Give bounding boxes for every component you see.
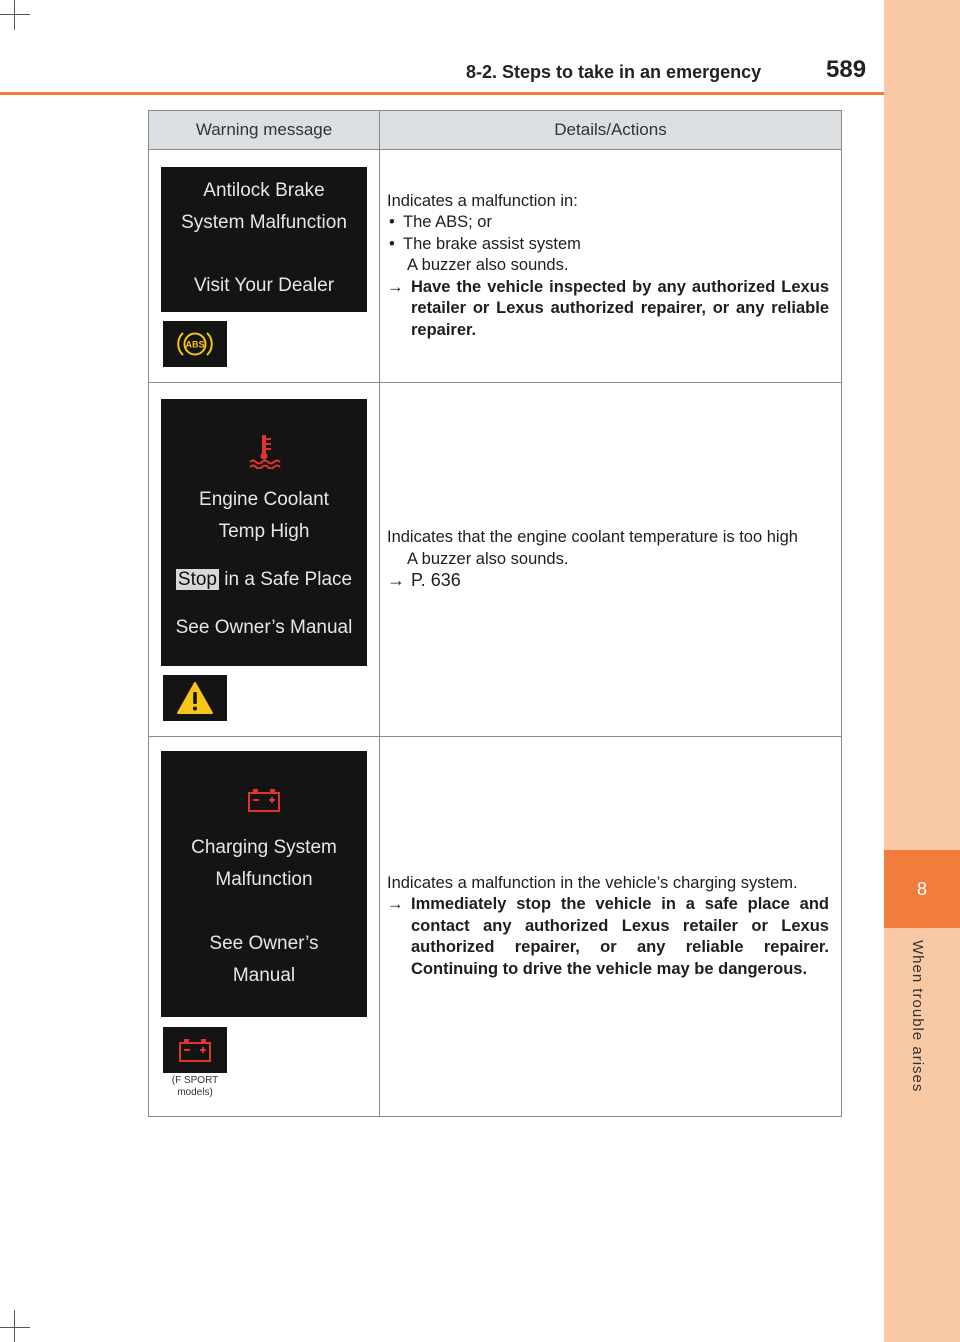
detail-note: A buzzer also sounds. <box>407 549 569 568</box>
detail-note: A buzzer also sounds. <box>407 256 569 275</box>
warning-message-cell <box>149 383 380 737</box>
battery-icon <box>161 751 367 824</box>
display-line: Engine Coolant <box>199 489 329 510</box>
section-title: 8-2. Steps to take in an emergency <box>466 62 762 82</box>
abs-icon <box>163 321 227 367</box>
page-number: 589 <box>826 56 867 83</box>
warning-message-cell <box>149 150 380 383</box>
stop-label: Stop <box>177 569 217 590</box>
arrow-icon: → <box>387 277 404 296</box>
warning-message-table <box>148 110 842 1117</box>
chapter-title: When trouble arises <box>909 940 926 1093</box>
display-line: Visit Your Dealer <box>193 275 335 296</box>
warning-triangle-icon <box>163 675 227 721</box>
display-line: Antilock Brake <box>203 180 325 201</box>
display-line: Malfunction <box>215 869 313 890</box>
table-row <box>149 737 842 1117</box>
display-line: See Owner’s <box>209 933 319 954</box>
column-header: Details/Actions <box>380 111 842 150</box>
warning-message-cell <box>149 737 380 1117</box>
detail-bullet: • The ABS; or <box>387 212 829 234</box>
multi-information-display <box>161 399 367 666</box>
svg-text:ABS: ABS <box>185 339 205 350</box>
display-line: Manual <box>232 965 296 986</box>
multi-information-display <box>161 167 367 312</box>
coolant-temperature-icon <box>161 399 367 480</box>
chapter-side-tab <box>884 0 960 1342</box>
details-cell <box>380 150 842 383</box>
table-row <box>149 150 842 383</box>
crop-mark <box>14 1310 15 1342</box>
crop-mark <box>0 1327 30 1328</box>
detail-intro: Indicates that the engine coolant temperature is too high <box>387 528 798 547</box>
crop-mark <box>0 14 30 15</box>
display-line: System Malfunction <box>181 212 347 233</box>
chapter-number: 8 <box>884 850 960 928</box>
header-rule <box>0 92 884 95</box>
page-reference-link[interactable]: P. 636 <box>411 570 461 591</box>
table-row <box>149 383 842 737</box>
detail-action: → Immediately stop the vehicle in a safe place and contact any authorized Lexus retailer or Lexus authorized repairer, or any reliable repairer. Continuing to drive the vehicle may be dangerous. <box>387 895 829 978</box>
detail-action: → Have the vehicle inspected by any authorized Lexus retailer or Lexus authorized repairer, or any reliable repairer. <box>387 277 829 339</box>
display-line: See Owner’s Manual <box>175 617 353 638</box>
crop-mark <box>14 0 15 30</box>
icon-caption: (F SPORT models) <box>171 1075 219 1098</box>
arrow-icon: → <box>387 570 405 591</box>
multi-information-display <box>161 751 367 1017</box>
display-line: Charging System <box>191 837 337 858</box>
details-cell <box>380 737 842 1117</box>
display-line: Temp High <box>218 521 310 542</box>
column-header: Warning message <box>149 111 380 150</box>
detail-intro: Indicates a malfunction in: <box>387 191 578 210</box>
detail-intro: Indicates a malfunction in the vehicle’s charging system. <box>387 873 798 892</box>
detail-action <box>387 570 829 592</box>
table-header-row <box>149 111 842 150</box>
battery-icon <box>163 1027 227 1073</box>
display-line: Stop in a Safe Place <box>177 569 353 590</box>
details-cell <box>380 383 842 737</box>
arrow-icon: → <box>387 895 404 914</box>
detail-bullet: • The brake assist system <box>387 234 829 256</box>
